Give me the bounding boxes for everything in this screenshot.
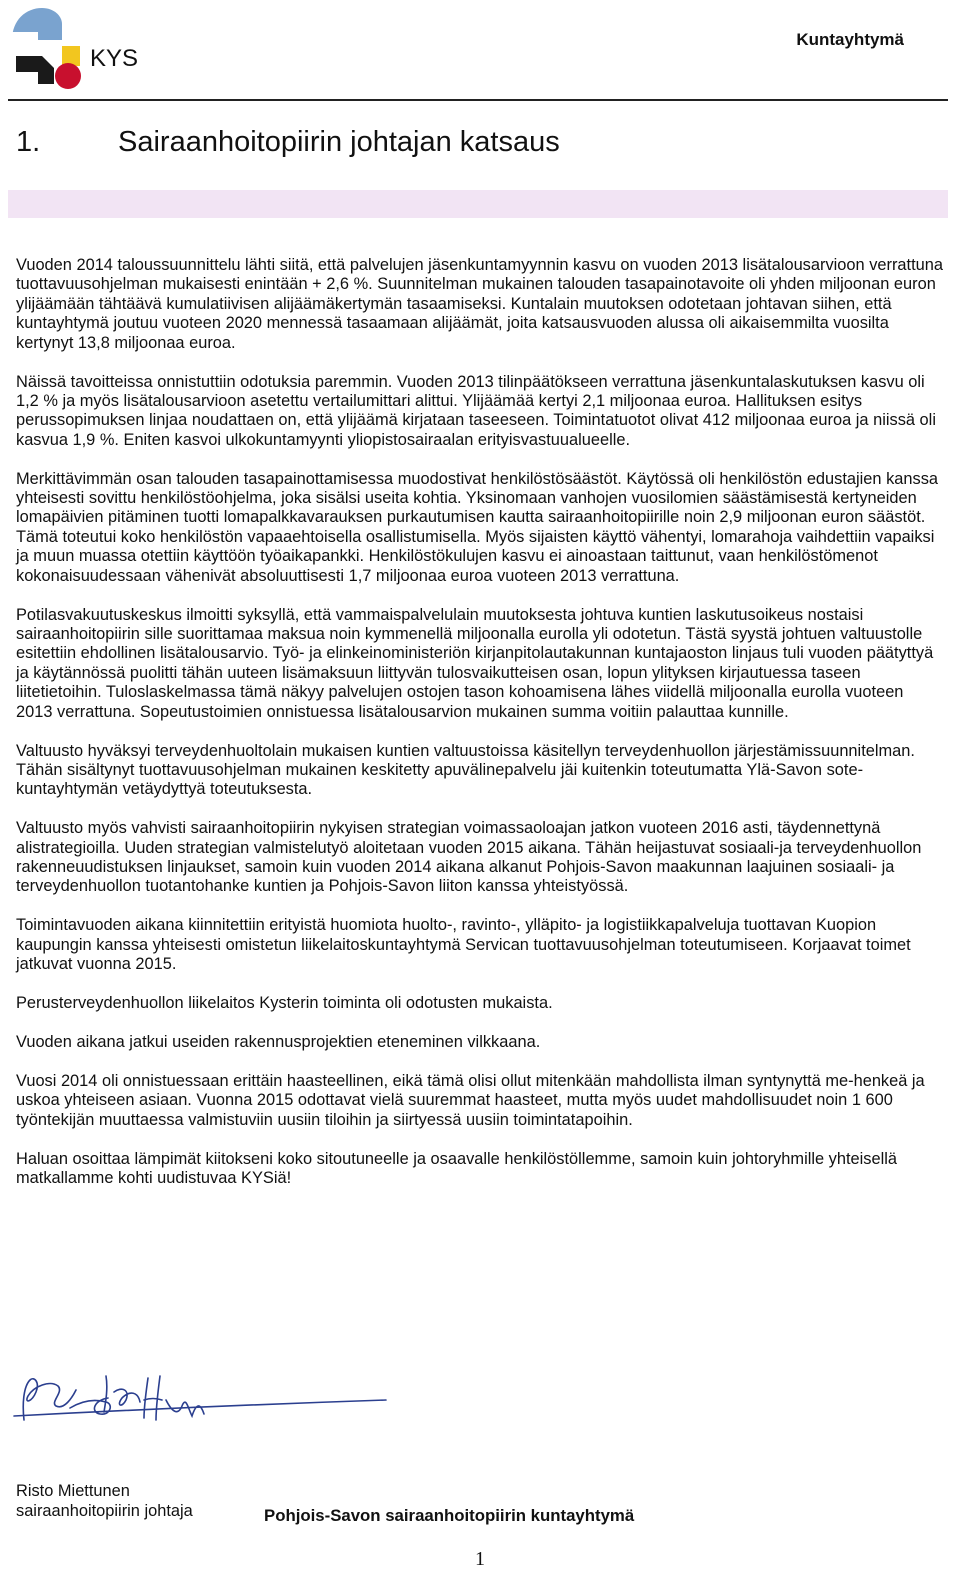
kys-logo-mark <box>8 6 158 96</box>
signatory-organization: Pohjois-Savon sairaanhoitopiirin kuntayhtymä <box>264 1506 635 1525</box>
paragraph: Valtuusto hyväksyi terveydenhuoltolain mukaisen kuntien valtuustoissa käsitellyn terveydenhuollon järjestämissuunnitelman. Tähän sisältynyt tuottavuusohjelman mukainen keskitetty apuvälinepalvelu jäi kuitenkin toteutumatta Ylä-Savon sote-kuntayhtymän vetäydyttyä toteutuksesta. <box>16 741 915 799</box>
handwritten-signature <box>10 1372 390 1442</box>
highlight-band <box>8 190 948 218</box>
paragraph: Toimintavuoden aikana kiinnitettiin erityistä huomiota huolto-, ravinto-, ylläpito- ja logistiikkapalveluja tuottavan Kuopion kaupungin kanssa yhteisesti omistetun liikelaitoskuntayhtymä Servican tuottavuusohjelman toteutumiseen. Korjaavat toimet jatkuvat vuonna 2015. <box>16 916 911 974</box>
paragraph: Potilasvakuutuskeskus ilmoitti syksyllä, että vammaispalvelulain muutoksesta johtuva kuntien laskutusoikeus nostaisi sairaanhoitopiirin sille suorittamaa maksua noin kymmenellä miljoonalla eurolla yli odotetun. Tästä syystä johtuen valtuustolle esitettiin ehdollinen lisätalousarvio. Työ- ja elinkeinoministeriön kirjanpitolautakunnan kuntajaoston linjaus tuli vuoden päätyttyä ja käytännössä puolitti tähän uuteen lisämaksuun liittyvän tulosvaikutteisen osan, lopun ylityksen kirjautuessa taseen liitetietoihin. Tuloslaskelmassa tämä näkyy palvelujen ostojen tason kohoamisena lähes viidellä miljoonalla eurolla vuoteen 2013 verrattuna. Sopeutustoimien onnistuessa lisätalousarvion mukainen summa voitiin palauttaa kunnille. <box>16 605 934 721</box>
paragraph: Vuoden 2014 taloussuunnittelu lähti siitä, että palvelujen jäsenkuntamyynnin kasvu on vuoden 2013 lisätalousarvioon verrattuna tuottavuusohjelman mukaisesti enintään + 2,6 %. Suunnitelman mukainen talouden tasapainotavoite oli yhden miljoonan euron ylijäämään tähtäävä kumulatiivisen alijäämäkertymän tasaamiseksi. Kuntalain muutoksen odotetaan johtavan siihen, että kuntayhtymä joutuu vuoteen 2020 mennessä tasaamaan alijäämät, joita katsausvuoden alussa oli aikaisemmilta vuosilta kertynyt 13,8 miljoonaa euroa. <box>16 256 943 352</box>
signatory <box>16 1482 193 1521</box>
kys-logo <box>8 6 158 96</box>
paragraph: Merkittävimmän osan talouden tasapainottamisessa muodostivat henkilöstösäästöt. Käytössä oli henkilöstön edustajien kanssa yhteisesti sovittu henkilöstöohjelma, joka sisälsi useita kohtia. Yksinomaan vanhojen vuosilomien säästämisestä kertyneiden lomapäivien pitäminen tuotti lomapalkkavarauksen purkautumisen kautta sairaanhoitopiirille noin 2,9 miljoonan euron säästöt. Tämä toteutui koko henkilöstön vapaaehtoisella osallistumisella. Myös sijaisten käyttö vähentyi, lomarahoja vaihdettiin vapaiksi ja muun muassa otettiin käyttöön työaikapankki. Henkilöstökulujen kasvu ei ainoastaan taittunut, vaan henkilöstömenot kokonaisuudessaan vähenivät absoluuttisesti 1,7 miljoonaa euroa vuoteen 2013 verrattuna. <box>16 469 939 585</box>
section-title: Sairaanhoitopiirin johtajan katsaus <box>118 126 560 158</box>
header-divider <box>8 99 948 101</box>
section-heading <box>16 126 560 159</box>
paragraph: Perusterveydenhuollon liikelaitos Kysterin toiminta oli odotusten mukaista. <box>16 994 553 1013</box>
paragraph: Vuosi 2014 oli onnistuessaan erittäin haasteellinen, eikä tämä olisi ollut mitenkään mahdollista ilman syntynyttä me-henkeä ja uskoa yhteiseen asiaan. Vuonna 2015 odottavat vielä suuremmat haasteet, mutta myös uudet mahdollisuudet noin 1 600 työntekijän muuttaessa valmistuviin uusiin tiloihin ja siirtyessä uusiin toimintatapoihin. <box>16 1071 925 1129</box>
page-number: 1 <box>475 1548 485 1570</box>
signatory-role: sairaanhoitopiirin johtaja <box>16 1501 193 1520</box>
paragraph: Valtuusto myös vahvisti sairaanhoitopiirin nykyisen strategian voimassaoloajan jatkon vuoteen 2016 asti, täydennettynä alistrategioilla. Uuden strategian valmistelutyö aloitetaan vuoden 2015 aikana. Tähän heijastuvat sosiaali-ja terveydenhuollon rakenneuudistuksen linjaukset, samoin kuin vuoden 2014 aikana alkanut Pohjois-Savon maakunnan laajuinen sosiaali- ja terveydenhuollon tuotantohanke kuntien ja Pohjois-Savon liiton kanssa yhteistyössä. <box>16 819 922 896</box>
organization-type: Kuntayhtymä <box>796 30 904 49</box>
section-number: 1. <box>16 126 41 158</box>
logo-text: KYS <box>90 45 139 72</box>
paragraph: Näissä tavoitteissa onnistuttiin odotuksia paremmin. Vuoden 2013 tilinpäätökseen verrattuna jäsenkuntalaskutuksen kasvu oli 1,2 % ja myös lisätalousarvioon asetettu vertailumittari alittui. Ylijäämää kertyi 2,1 miljoonaa euroa. Hallituksen esitys perussopimuksen linjaa noudattaen on, että ylijäämä kirjataan taseeseen. Toimintatuotot olivat 412 miljoonaa euroa ja niissä oli kasvua 1,9 %. Eniten kasvoi ulkokuntamyynti yliopistosairaalan erityisvastuualueelle. <box>16 372 936 449</box>
paragraph: Vuoden aikana jatkui useiden rakennusprojektien eteneminen vilkkaana. <box>16 1033 541 1051</box>
paragraph: Haluan osoittaa lämpimät kiitokseni koko sitoutuneelle ja osaavalle henkilöstöllemme, samoin kuin johtoryhmille yhteisellä matkallamme kohti uudistuvaa KYSiä! <box>16 1149 897 1188</box>
document-body <box>16 256 944 1208</box>
signatory-name: Risto Miettunen <box>16 1482 130 1500</box>
